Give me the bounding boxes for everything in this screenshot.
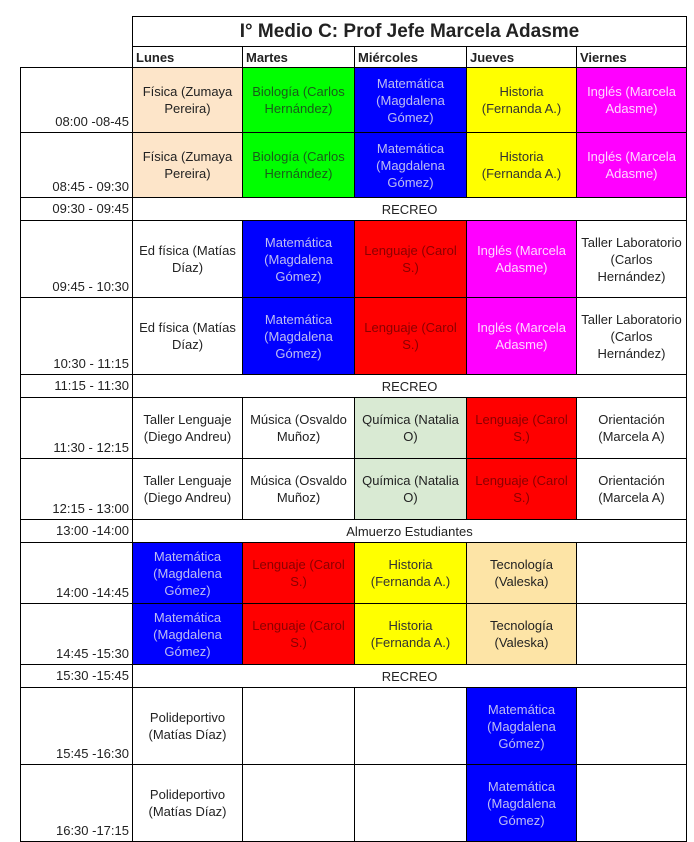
- class-cell-miercoles: Química (Natalia O): [355, 459, 467, 520]
- class-row: [21, 765, 687, 842]
- class-cell-martes: Lenguaje (Carol S.): [243, 604, 355, 665]
- schedule-table: [20, 16, 687, 842]
- class-cell-viernes: [577, 604, 687, 665]
- corner-blank-2: [21, 47, 133, 68]
- class-cell-lunes: Taller Lenguaje (Diego Andreu): [133, 398, 243, 459]
- class-cell-martes: Música (Osvaldo Muñoz): [243, 459, 355, 520]
- class-cell-jueves: Tecnología (Valeska): [467, 543, 577, 604]
- break-row: [21, 665, 687, 688]
- class-cell-lunes: Polideportivo (Matías Díaz): [133, 688, 243, 765]
- class-cell-miercoles: Matemática (Magdalena Gómez): [355, 68, 467, 133]
- class-cell-viernes: Inglés (Marcela Adasme): [577, 133, 687, 198]
- break-label: RECREO: [133, 375, 687, 398]
- time-slot: 12:15 - 13:00: [21, 459, 133, 520]
- class-cell-lunes: Matemática (Magdalena Gómez): [133, 604, 243, 665]
- class-cell-miercoles: Matemática (Magdalena Gómez): [355, 133, 467, 198]
- class-cell-martes: [243, 688, 355, 765]
- class-cell-lunes: Polideportivo (Matías Díaz): [133, 765, 243, 842]
- time-slot: 08:00 -08-45: [21, 68, 133, 133]
- class-cell-viernes: [577, 688, 687, 765]
- class-cell-martes: Matemática (Magdalena Gómez): [243, 298, 355, 375]
- class-cell-lunes: Física (Zumaya Pereira): [133, 133, 243, 198]
- day-header-lunes: Lunes: [133, 47, 243, 68]
- class-cell-miercoles: [355, 688, 467, 765]
- class-cell-miercoles: Historia (Fernanda A.): [355, 604, 467, 665]
- class-cell-martes: Biología (Carlos Hernández): [243, 68, 355, 133]
- class-cell-martes: Música (Osvaldo Muñoz): [243, 398, 355, 459]
- class-row: [21, 459, 687, 520]
- class-cell-martes: Biología (Carlos Hernández): [243, 133, 355, 198]
- class-cell-jueves: Matemática (Magdalena Gómez): [467, 688, 577, 765]
- title-row: [21, 17, 687, 47]
- class-cell-lunes: Física (Zumaya Pereira): [133, 68, 243, 133]
- class-cell-viernes: Taller Laboratorio (Carlos Hernández): [577, 221, 687, 298]
- day-header-martes: Martes: [243, 47, 355, 68]
- break-label: RECREO: [133, 198, 687, 221]
- class-row: [21, 604, 687, 665]
- class-cell-jueves: Tecnología (Valeska): [467, 604, 577, 665]
- class-row: [21, 133, 687, 198]
- class-cell-miercoles: Química (Natalia O): [355, 398, 467, 459]
- schedule-body: [21, 17, 687, 842]
- class-cell-jueves: Inglés (Marcela Adasme): [467, 298, 577, 375]
- class-cell-lunes: Matemática (Magdalena Gómez): [133, 543, 243, 604]
- class-cell-viernes: Taller Laboratorio (Carlos Hernández): [577, 298, 687, 375]
- class-row: [21, 298, 687, 375]
- class-cell-viernes: [577, 543, 687, 604]
- class-cell-miercoles: Lenguaje (Carol S.): [355, 298, 467, 375]
- time-slot: 14:00 -14:45: [21, 543, 133, 604]
- break-label: RECREO: [133, 665, 687, 688]
- class-row: [21, 688, 687, 765]
- break-row: [21, 198, 687, 221]
- class-cell-jueves: Inglés (Marcela Adasme): [467, 221, 577, 298]
- class-row: [21, 68, 687, 133]
- class-cell-jueves: Historia (Fernanda A.): [467, 133, 577, 198]
- time-slot: 08:45 - 09:30: [21, 133, 133, 198]
- class-cell-jueves: Historia (Fernanda A.): [467, 68, 577, 133]
- time-slot: 10:30 - 11:15: [21, 298, 133, 375]
- time-slot: 09:45 - 10:30: [21, 221, 133, 298]
- class-cell-viernes: [577, 765, 687, 842]
- time-slot: 09:30 - 09:45: [21, 198, 133, 221]
- class-cell-martes: [243, 765, 355, 842]
- time-slot: 14:45 -15:30: [21, 604, 133, 665]
- day-header-miercoles: Miércoles: [355, 47, 467, 68]
- time-slot: 16:30 -17:15: [21, 765, 133, 842]
- class-cell-jueves: Lenguaje (Carol S.): [467, 398, 577, 459]
- class-cell-viernes: Orientación (Marcela A): [577, 398, 687, 459]
- time-slot: 11:15 - 11:30: [21, 375, 133, 398]
- break-label: Almuerzo Estudiantes: [133, 520, 687, 543]
- class-cell-jueves: Lenguaje (Carol S.): [467, 459, 577, 520]
- day-header-row: [21, 47, 687, 68]
- class-cell-lunes: Taller Lenguaje (Diego Andreu): [133, 459, 243, 520]
- class-cell-martes: Matemática (Magdalena Gómez): [243, 221, 355, 298]
- class-cell-miercoles: Historia (Fernanda A.): [355, 543, 467, 604]
- class-cell-lunes: Ed física (Matías Díaz): [133, 298, 243, 375]
- day-header-viernes: Viernes: [577, 47, 687, 68]
- break-row: [21, 375, 687, 398]
- class-cell-jueves: Matemática (Magdalena Gómez): [467, 765, 577, 842]
- class-row: [21, 398, 687, 459]
- schedule-title: I° Medio C: Prof Jefe Marcela Adasme: [133, 17, 687, 47]
- break-row: [21, 520, 687, 543]
- class-cell-miercoles: [355, 765, 467, 842]
- class-cell-viernes: Orientación (Marcela A): [577, 459, 687, 520]
- time-slot: 13:00 -14:00: [21, 520, 133, 543]
- class-cell-miercoles: Lenguaje (Carol S.): [355, 221, 467, 298]
- time-slot: 11:30 - 12:15: [21, 398, 133, 459]
- corner-blank: [21, 17, 133, 47]
- time-slot: 15:45 -16:30: [21, 688, 133, 765]
- class-cell-martes: Lenguaje (Carol S.): [243, 543, 355, 604]
- class-row: [21, 543, 687, 604]
- class-row: [21, 221, 687, 298]
- day-header-jueves: Jueves: [467, 47, 577, 68]
- class-cell-viernes: Inglés (Marcela Adasme): [577, 68, 687, 133]
- time-slot: 15:30 -15:45: [21, 665, 133, 688]
- class-cell-lunes: Ed física (Matías Díaz): [133, 221, 243, 298]
